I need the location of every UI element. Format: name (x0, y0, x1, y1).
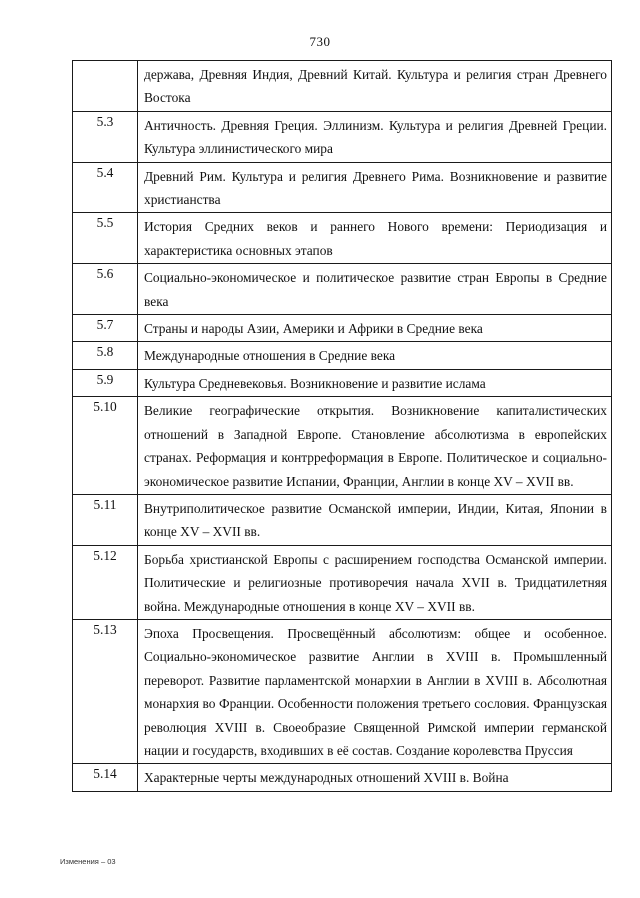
table-row (73, 369, 612, 396)
section-title: Культура Средневековья. Возникновение и развитие ислама (138, 369, 612, 396)
section-number: 5.10 (73, 397, 138, 495)
section-number: 5.7 (73, 315, 138, 342)
section-title: Древний Рим. Культура и религия Древнего Рима. Возникновение и развитие христианства (138, 162, 612, 213)
section-title: Внутриполитическое развитие Османской империи, Индии, Китая, Японии в конце XV – XVII вв. (138, 494, 612, 545)
table-row (73, 162, 612, 213)
section-title: Античность. Древняя Греция. Эллинизм. Культура и религия Древней Греции. Культура эллинистического мира (138, 111, 612, 162)
contents-table (72, 60, 612, 792)
table-row (73, 61, 612, 112)
table-row (73, 111, 612, 162)
section-title: Эпоха Просвещения. Просвещённый абсолютизм: общее и особенное. Социально-экономическое развитие Англии в XVIII в. Промышленный переворот. Развитие парламентской монархии в Англии в XVIII в. Абсолютная монархия во Франции. Особенности положения третьего сословия. Французская революция XVIII в. Своеобразие Священной Римской империи германской нации и государств, входивших в её состав. Создание королевства Пруссия (138, 619, 612, 763)
section-title: История Средних веков и раннего Нового времени: Периодизация и характеристика основных этапов (138, 213, 612, 264)
section-number: 5.13 (73, 619, 138, 763)
section-number: 5.8 (73, 342, 138, 369)
table-row (73, 545, 612, 619)
page-number: 730 (309, 34, 331, 49)
section-number: 5.3 (73, 111, 138, 162)
revision-footer: Изменения – 03 (60, 857, 116, 866)
section-title: Социально-экономическое и политическое развитие стран Европы в Средние века (138, 264, 612, 315)
section-title: Страны и народы Азии, Америки и Африки в Средние века (138, 315, 612, 342)
table-row (73, 764, 612, 791)
section-number: 5.4 (73, 162, 138, 213)
table-row (73, 397, 612, 495)
section-number: 5.5 (73, 213, 138, 264)
section-number (73, 61, 138, 112)
table-row (73, 213, 612, 264)
table-row (73, 315, 612, 342)
table-row (73, 494, 612, 545)
section-number: 5.14 (73, 764, 138, 791)
section-title: Международные отношения в Средние века (138, 342, 612, 369)
section-number: 5.9 (73, 369, 138, 396)
section-title: Характерные черты международных отношений XVIII в. Война (138, 764, 612, 791)
section-number: 5.12 (73, 545, 138, 619)
table-row (73, 619, 612, 763)
section-title: Борьба христианской Европы с расширением господства Османской империи. Политические и религиозные противоречия начала XVII в. Тридцатилетняя война. Международные отношения в конце XV – XVII вв. (138, 545, 612, 619)
table-row (73, 342, 612, 369)
section-title: держава, Древняя Индия, Древний Китай. Культура и религия стран Древнего Востока (138, 61, 612, 112)
section-number: 5.6 (73, 264, 138, 315)
section-title: Великие географические открытия. Возникновение капиталистических отношений в Западной Европе. Становление абсолютизма в европейских странах. Реформация и контрреформация в Европе. Политическое и социально-экономическое развитие Испании, Франции, Англии в конце XV – XVII вв. (138, 397, 612, 495)
table-row (73, 264, 612, 315)
section-number: 5.11 (73, 494, 138, 545)
